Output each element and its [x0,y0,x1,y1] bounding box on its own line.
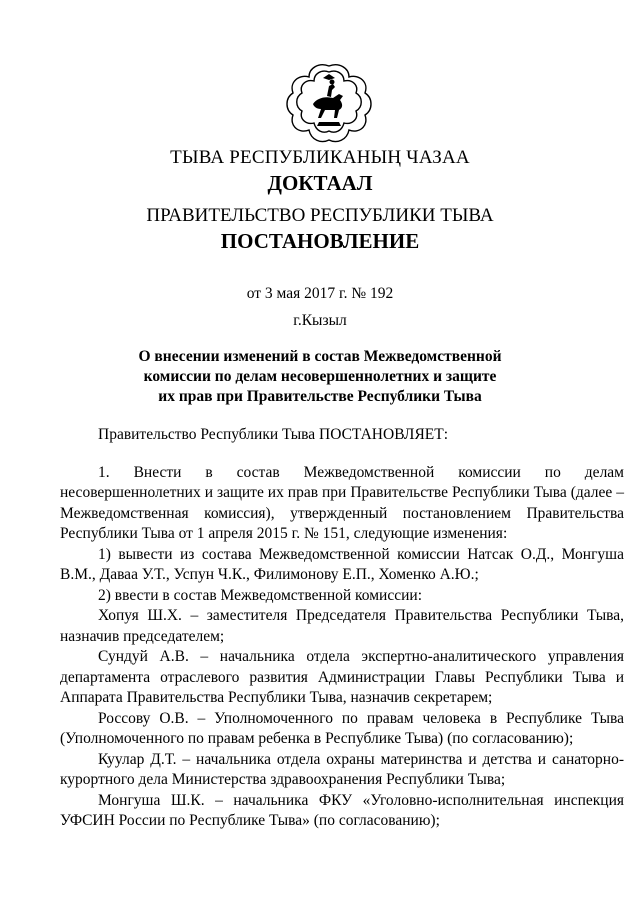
body-paragraph: Сундуй А.В. – начальника отдела экспертно-аналитического управления департамента отраслевого развития Администрации Главы Республики Тыва и Аппарата Правительства Республики Тыва, назначив секретарем; [60,648,624,706]
resolution-body [60,425,624,832]
title-line: комиссии по делам несовершеннолетних и защите [143,368,497,385]
body-paragraph: Монгуша Ш.К. – начальника ФКУ «Уголовно-исполнительная инспекция УФСИН России по Республике Тыва» (по согласованию); [60,791,624,829]
resolution-title [120,347,520,407]
document-city: г.Кызыл [293,312,347,329]
body-paragraph: Куулар Д.Т. – начальника отдела охраны материнства и детства и санаторно-курортного дела Министерства здравоохранения Республики Тыва; [60,750,624,788]
title-line: их прав при Правительстве Республики Тыва [158,388,482,405]
body-paragraph: 1. Внести в состав Межведомственной комиссии по делам несовершеннолетних и защите их прав при Правительстве Республики Тыва (далее – Межведомственная комиссия), утвержденный постановлением Правительства Республики Тыва от 1 апреля 2015 г. № 151, следующие изменения: [60,463,624,542]
coat-of-arms-emblem-icon [283,60,375,146]
russian-document-type: ПОСТАНОВЛЕНИЕ [220,229,420,253]
body-paragraph: Хопуя Ш.Х. – заместителя Председателя Правительства Республики Тыва, назначив председателем; [60,607,624,645]
title-line: О внесении изменений в состав Межведомственной [138,348,502,365]
body-paragraph: 2) ввести в состав Межведомственной комиссии: [98,586,422,604]
preamble-paragraph: Правительство Республики Тыва ПОСТАНОВЛЯЕТ: [98,426,449,443]
document-date-number: от 3 мая 2017 г. № 192 [246,285,394,302]
body-paragraph: Россову О.В. – Уполномоченного по правам человека в Республике Тыва (Уполномоченного по правам ребенка в Республике Тыва) (по согласованию); [60,709,624,747]
tuvan-document-type: ДОКТААЛ [267,171,373,195]
body-paragraph: 1) вывести из состава Межведомственной комиссии Натсак О.Д., Монгуша В.М., Даваа У.Т., Успун Ч.К., Филимонову Е.П., Хоменко А.Ю.; [60,545,624,583]
russian-government-heading: ПРАВИТЕЛЬСТВО РЕСПУБЛИКИ ТЫВА [146,205,494,226]
tuvan-government-heading: ТЫВА РЕСПУБЛИКАНЫҢ ЧАЗАА [170,147,470,168]
